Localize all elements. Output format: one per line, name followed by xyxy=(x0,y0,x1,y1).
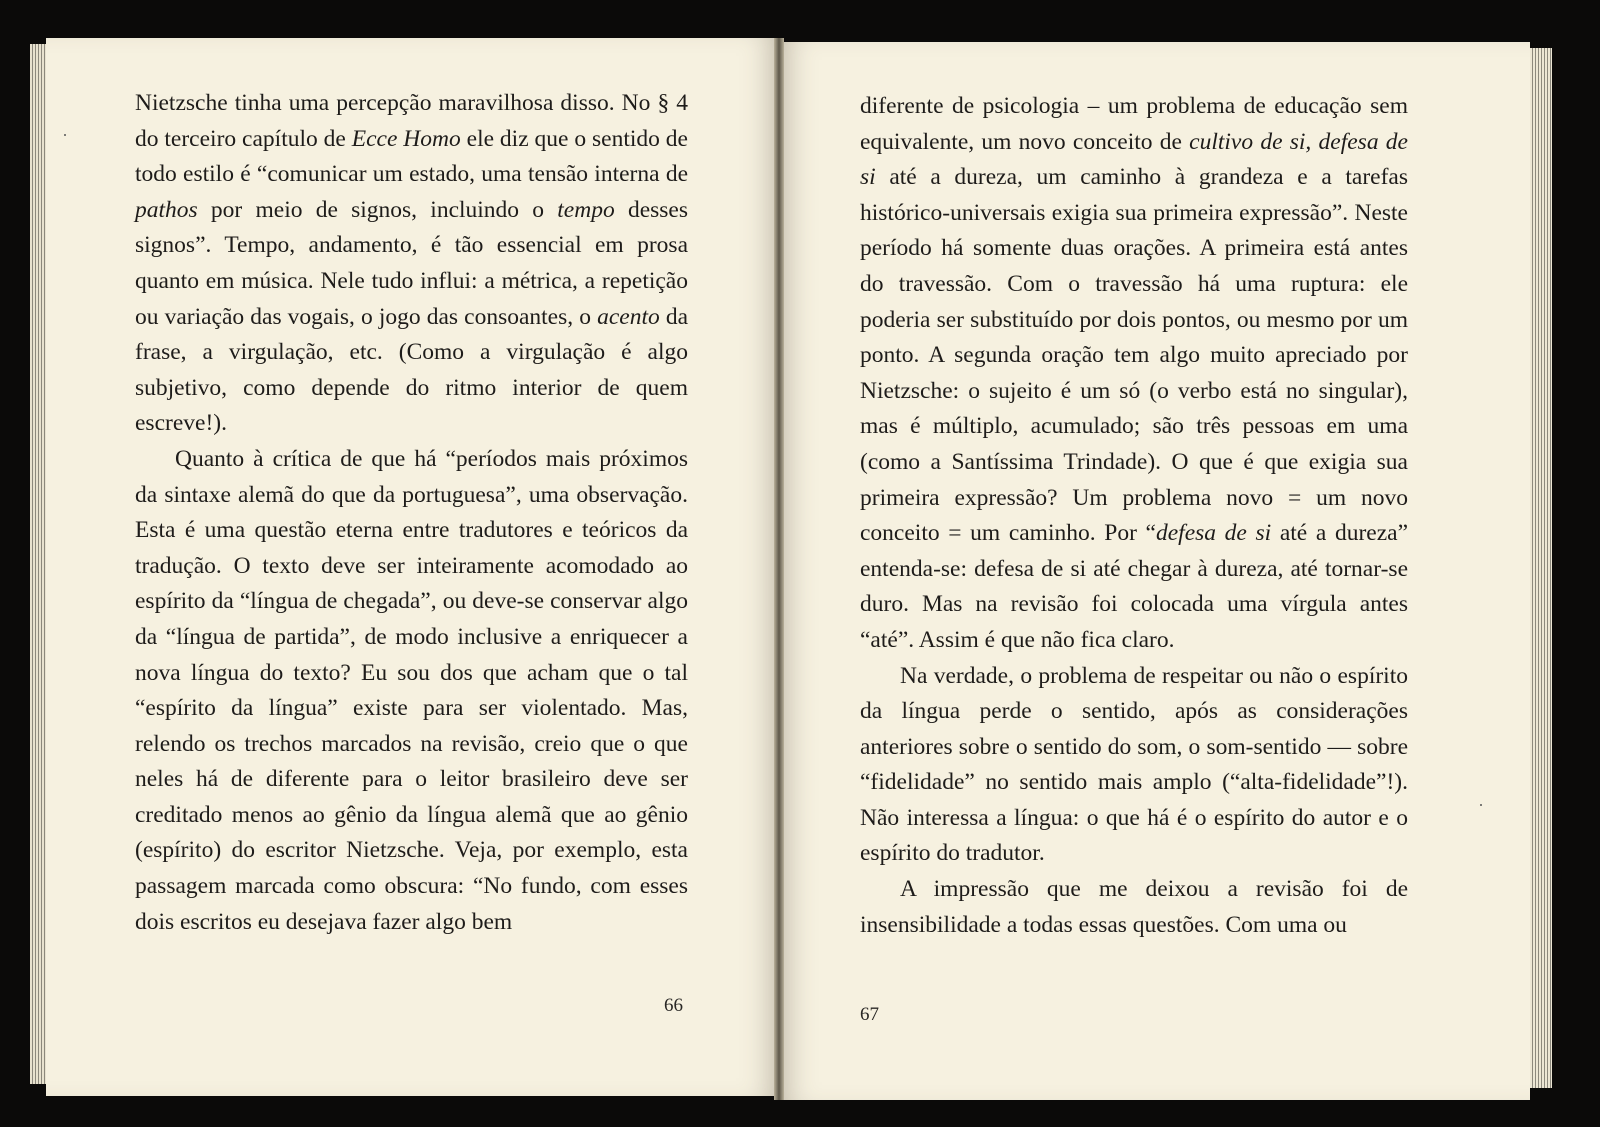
paragraph xyxy=(135,86,688,442)
paragraph xyxy=(860,89,1408,659)
right-page xyxy=(780,42,1530,1100)
italic-run: pathos xyxy=(135,196,198,223)
paper-speck xyxy=(64,134,66,136)
left-page xyxy=(46,38,776,1096)
text-run: por meio de signos, incluindo o xyxy=(197,196,558,223)
paragraph xyxy=(860,659,1408,873)
text-run: até a dureza” entenda-se: defesa de si até chegar à dureza, até tornar-se duro. Mas na revisão foi colocada uma vírgula antes “até”. Assim é que não fica claro. xyxy=(860,520,1408,653)
text-run: desses signos”. Tempo, andamento, é tão essencial em prosa quanto em música. Nele tudo influi: a métrica, a repetição ou variação das vogais, o jogo das consoantes, o xyxy=(135,196,688,330)
left-page-text xyxy=(135,86,688,940)
right-page-number: 67 xyxy=(860,1004,879,1025)
italic-run: defesa de si xyxy=(1156,520,1272,547)
italic-run: Ecce Homo xyxy=(351,125,461,152)
paragraph xyxy=(135,442,688,940)
book-gutter xyxy=(774,38,784,1100)
left-page-number: 66 xyxy=(664,995,683,1016)
text-run: ele diz que o sentido de todo estilo é “comunicar um estado, uma tensão interna de xyxy=(135,125,688,188)
italic-run: cultivo de si, defesa de si xyxy=(860,128,1408,191)
italic-run: acento xyxy=(597,303,660,330)
text-run: Nietzsche tinha uma percepção maravilhosa disso. No § 4 do terceiro capítulo de xyxy=(135,90,688,152)
text-run: diferente de psicologia – um problema de educação sem equivalente, um novo conceito de xyxy=(860,93,1408,155)
italic-run: tempo xyxy=(557,196,615,223)
paragraph xyxy=(860,872,1408,943)
text-run: até a dureza, um caminho à grandeza e a tarefas histórico-universais exigia sua primeira expressão”. Neste período há somente duas orações. A primeira está antes do travessão. Com o travessão há uma ruptura: ele poderia ser substituído por dois pontos, ou mesmo por um ponto. A segunda oração tem algo muito apreciado por Nietzsche: o sujeito é um só (o verbo está no singular), mas é múltiplo, acumulado; são três pessoas em uma (como a Santíssima Trindade). O que é que exigia sua primeira expressão? Um problema novo = um novo conceito = um caminho. Por “ xyxy=(860,164,1408,547)
paper-speck xyxy=(1480,804,1482,806)
text-run: A impressão que me deixou a revisão foi de insensibilidade a todas essas questões. Com uma ou xyxy=(860,876,1408,938)
text-run: Quanto à crítica de que há “períodos mais próximos da sintaxe alemã do que da portuguesa”, uma observação. Esta é uma questão eterna entre tradutores e teóricos da tradução. O texto deve ser inteiramente acomodado ao espírito da “língua de chegada”, ou deve-se conservar algo da “língua de partida”, de modo inclusive a enriquecer a nova língua do texto? Eu sou dos que acham que o tal “espírito da língua” existe para ser violentado. Mas, relendo os trechos marcados na revisão, creio que o que neles há de diferente para o leitor brasileiro deve ser creditado menos ao gênio da língua alemã que ao gênio (espírito) do escritor Nietzsche. Veja, por exemplo, esta passagem marcada como obscura: “No fundo, com esses dois escritos eu desejava fazer algo bem xyxy=(135,445,688,935)
right-page-text xyxy=(860,89,1408,943)
text-run: da frase, a virgulação, etc. (Como a virgulação é algo subjetivo, como depende do ritmo interior de quem escreve!). xyxy=(135,303,688,437)
text-run: Na verdade, o problema de respeitar ou não o espírito da língua perde o sentido, após as considerações anteriores sobre o sentido do som, o som-sentido — sobre “fidelidade” no sentido mais amplo (“alta-fidelidade”!). Não interessa a língua: o que há é o espírito do autor e o espírito do tradutor. xyxy=(860,662,1408,867)
